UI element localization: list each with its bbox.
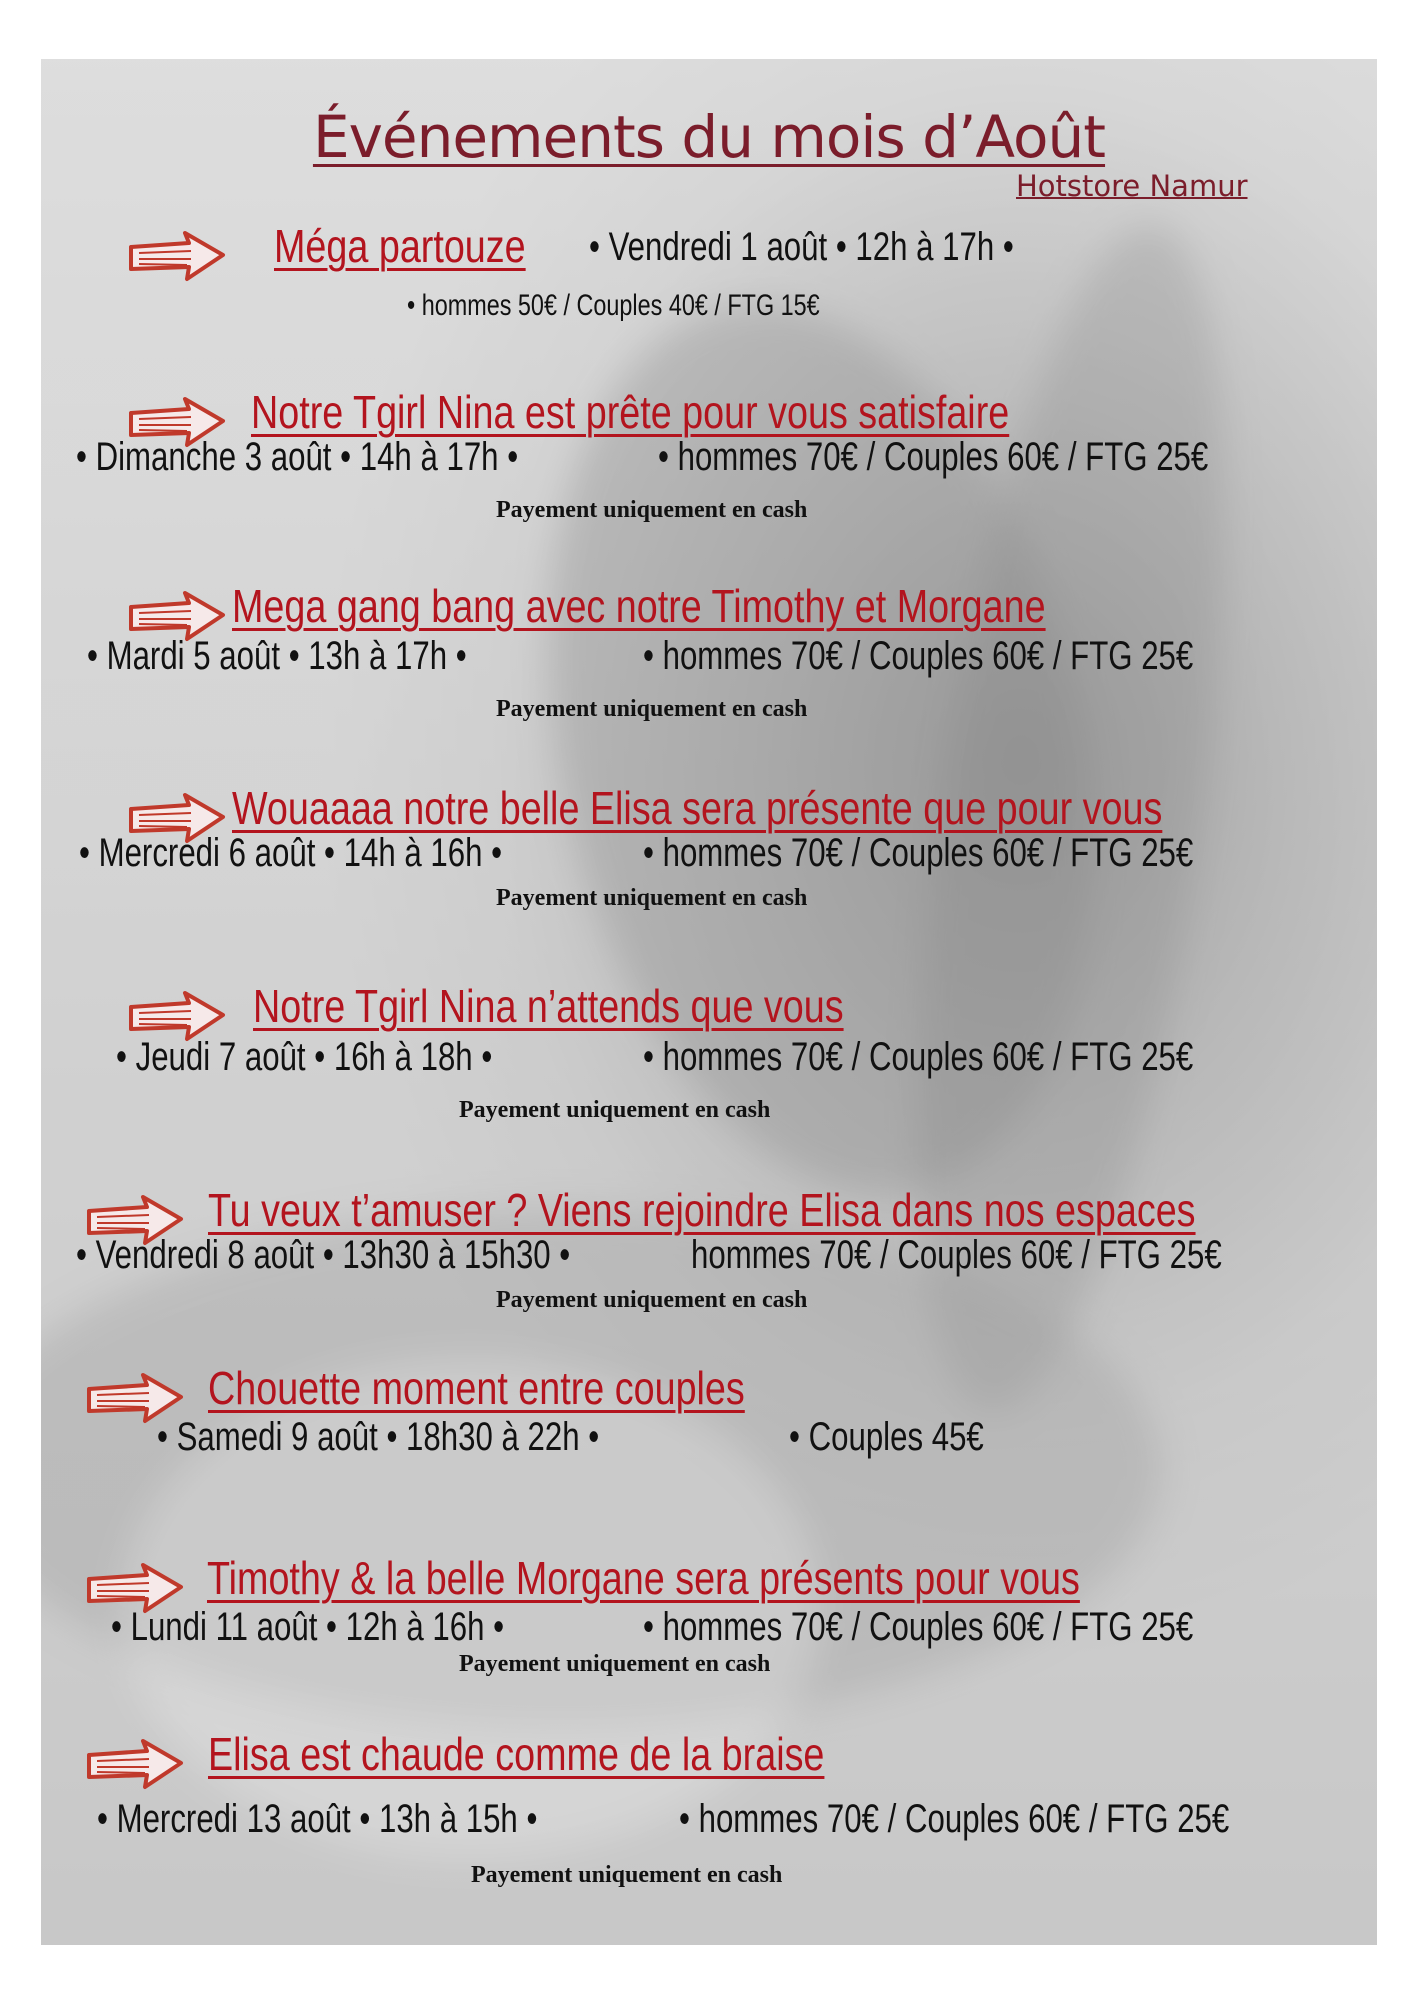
event-prices: • hommes 70€ / Couples 60€ / FTG 25€ [679,1797,1230,1841]
event-prices: • hommes 70€ / Couples 60€ / FTG 25€ [643,831,1194,875]
payment-note: Payement uniquement en cash [496,497,808,523]
event-date-time: • Mercredi 6 août • 14h à 16h • [79,831,503,875]
event-date-time: • Mercredi 13 août • 13h à 15h • [97,1797,538,1841]
right-arrow-icon [85,1737,185,1791]
event-title: Tu veux t’amuser ? Viens rejoindre Elisa dans nos espaces [208,1184,1196,1236]
event-date-time: • Mardi 5 août • 13h à 17h • [87,634,467,678]
event-title: Timothy & la belle Morgane sera présents pour vous [207,1552,1080,1604]
event-date-time: • Lundi 11 août • 12h à 16h • [111,1605,505,1649]
event-title: Méga partouze [274,220,526,272]
payment-note: Payement uniquement en cash [459,1097,771,1123]
payment-note: Payement uniquement en cash [496,1287,808,1313]
payment-note: Payement uniquement en cash [496,885,808,911]
event-prices: • hommes 70€ / Couples 60€ / FTG 25€ [643,634,1194,678]
event-date-time: • Vendredi 1 août • 12h à 17h • [589,225,1014,269]
event-prices: • hommes 70€ / Couples 60€ / FTG 25€ [643,1605,1194,1649]
event-title: Mega gang bang avec notre Timothy et Morgane [232,580,1046,632]
event-prices: • hommes 70€ / Couples 60€ / FTG 25€ [643,1035,1194,1079]
event-title: Wouaaaa notre belle Elisa sera présente que pour vous [232,782,1163,834]
payment-note: Payement uniquement en cash [471,1862,783,1888]
event-date-time: • Samedi 9 août • 18h30 à 22h • [157,1415,600,1459]
venue-name: Hotstore Namur [1016,169,1248,203]
event-title: Notre Tgirl Nina est prête pour vous satisfaire [251,386,1010,438]
event-prices: • hommes 50€ / Couples 40€ / FTG 15€ [407,289,820,322]
right-arrow-icon [127,229,227,283]
event-date-time: • Dimanche 3 août • 14h à 17h • [76,435,519,479]
payment-note: Payement uniquement en cash [459,1651,771,1677]
event-date-time: • Jeudi 7 août • 16h à 18h • [116,1035,493,1079]
event-prices: hommes 70€ / Couples 60€ / FTG 25€ [691,1233,1222,1277]
event-prices: • Couples 45€ [789,1415,984,1459]
event-title: Notre Tgirl Nina n’attends que vous [253,980,844,1032]
event-prices: • hommes 70€ / Couples 60€ / FTG 25€ [658,435,1209,479]
page-title: Événements du mois d’Août [312,103,1106,171]
event-date-time: • Vendredi 8 août • 13h30 à 15h30 • [76,1233,571,1277]
event-title: Chouette moment entre couples [208,1362,745,1414]
event-title: Elisa est chaude comme de la braise [208,1728,825,1780]
poster [41,59,1377,1945]
payment-note: Payement uniquement en cash [496,696,808,722]
